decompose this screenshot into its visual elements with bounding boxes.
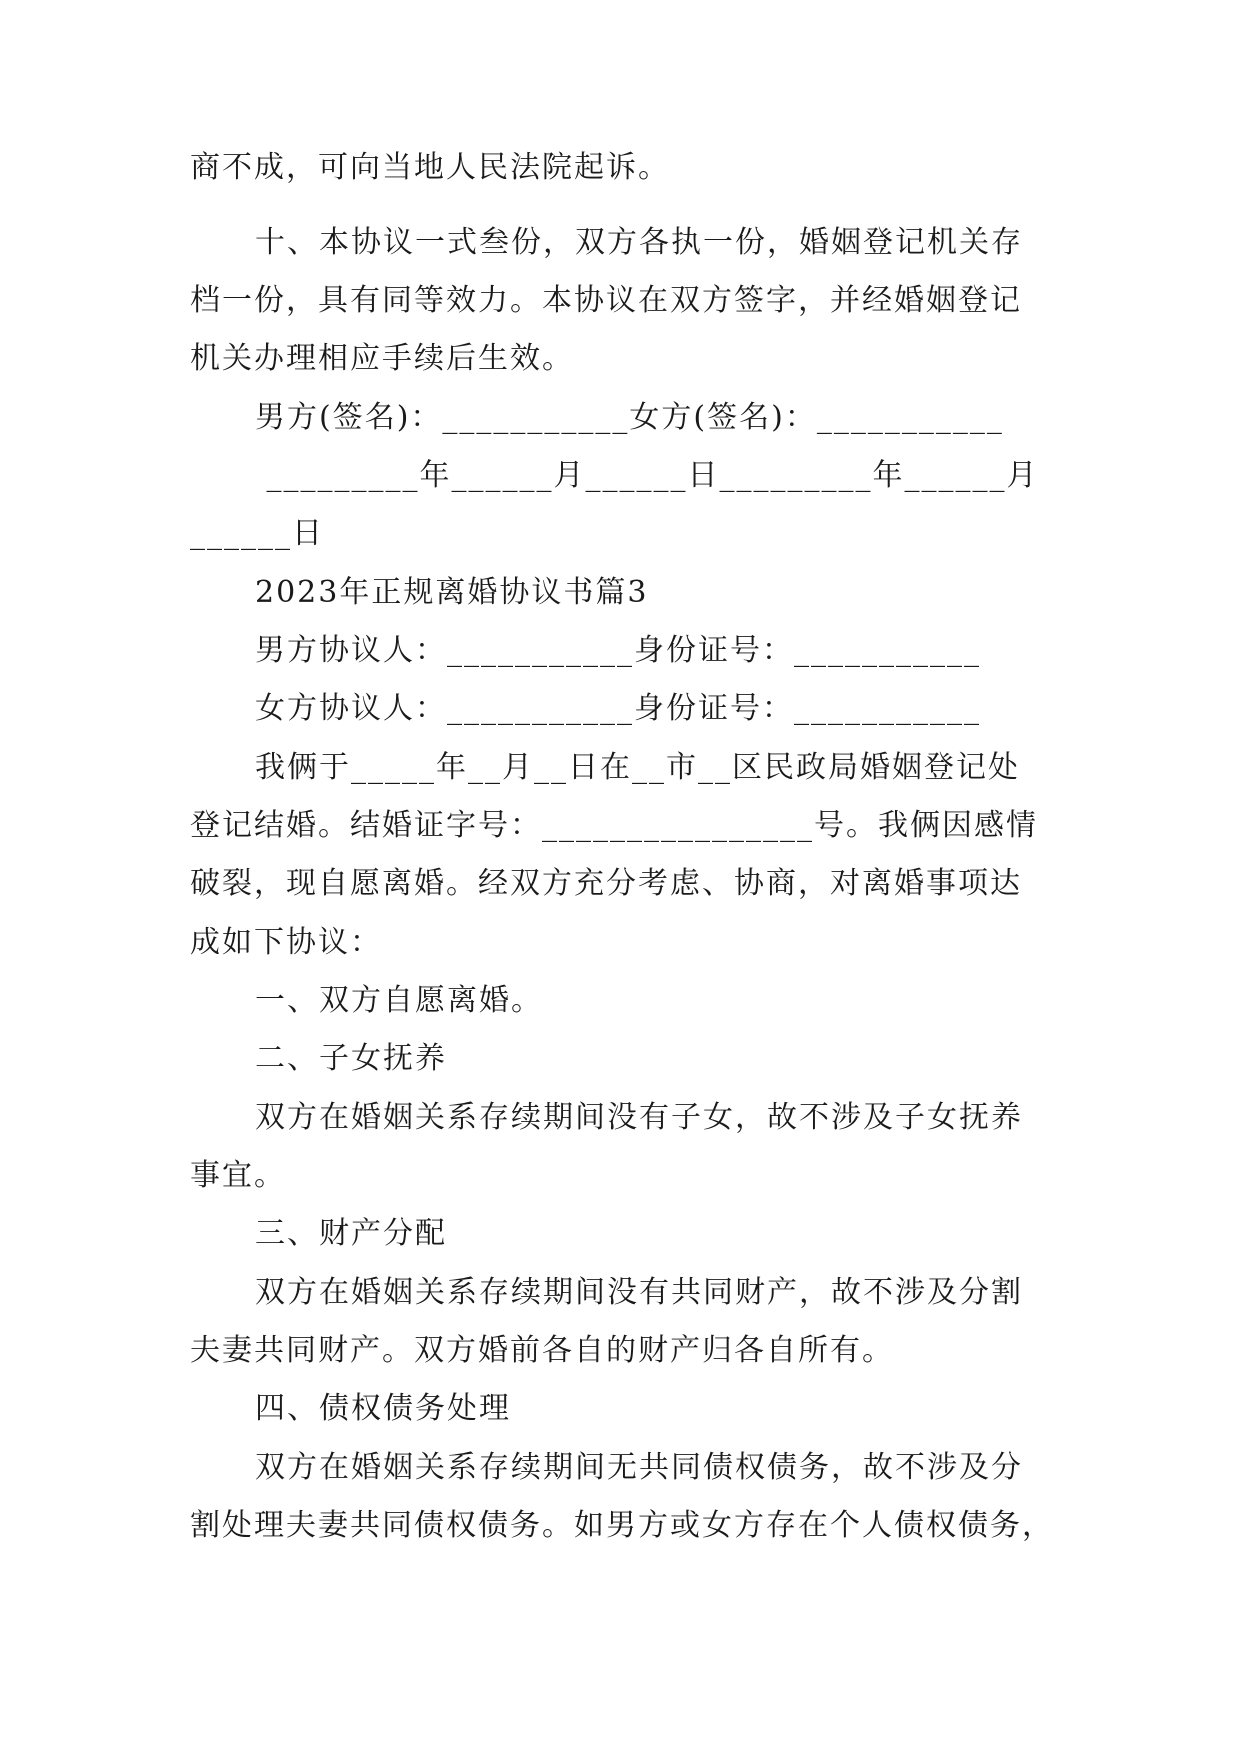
- text-line: 商不成，可向当地人民法院起诉。: [190, 150, 670, 185]
- date-line: ______日: [190, 516, 324, 551]
- text-line: 双方在婚姻关系存续期间无共同债权债务，故不涉及分: [255, 1450, 1023, 1485]
- text-line: 破裂，现自愿离婚。经双方充分考虑、协商，对离婚事项达: [190, 866, 1022, 901]
- text-line: 登记结婚。结婚证字号：________________号。我俩因感情: [190, 808, 1038, 843]
- text-line: 割处理夫妻共同债权债务。如男方或女方存在个人债权债务，: [190, 1508, 1054, 1543]
- text-line: 十、本协议一式叁份，双方各执一份，婚姻登记机关存: [255, 225, 1023, 260]
- section-title: 2023年正规离婚协议书篇3: [255, 575, 649, 610]
- date-line: _________年______月______日_________年______月: [255, 458, 1039, 493]
- clause-heading: 一、双方自愿离婚。: [255, 983, 543, 1018]
- form-line: 女方协议人：___________身份证号：___________: [255, 691, 981, 726]
- text-line: 夫妻共同财产。双方婚前各自的财产归各自所有。: [190, 1333, 894, 1368]
- text-line: 机关办理相应手续后生效。: [190, 341, 574, 376]
- clause-heading: 二、子女抚养: [255, 1041, 447, 1076]
- text-line: 档一份，具有同等效力。本协议在双方签字，并经婚姻登记: [190, 283, 1022, 318]
- signature-line: 男方(签名)：___________女方(签名)：___________: [255, 400, 1004, 435]
- text-line: 双方在婚姻关系存续期间没有子女，故不涉及子女抚养: [255, 1100, 1023, 1135]
- text-line: 成如下协议：: [190, 925, 382, 960]
- text-line: 事宜。: [190, 1158, 286, 1193]
- text-line: 双方在婚姻关系存续期间没有共同财产，故不涉及分割: [255, 1275, 1023, 1310]
- form-line: 男方协议人：___________身份证号：___________: [255, 633, 981, 668]
- clause-heading: 三、财产分配: [255, 1216, 447, 1251]
- clause-heading: 四、债权债务处理: [255, 1391, 511, 1426]
- text-line: 我俩于_____年__月__日在__市__区民政局婚姻登记处: [255, 750, 1020, 785]
